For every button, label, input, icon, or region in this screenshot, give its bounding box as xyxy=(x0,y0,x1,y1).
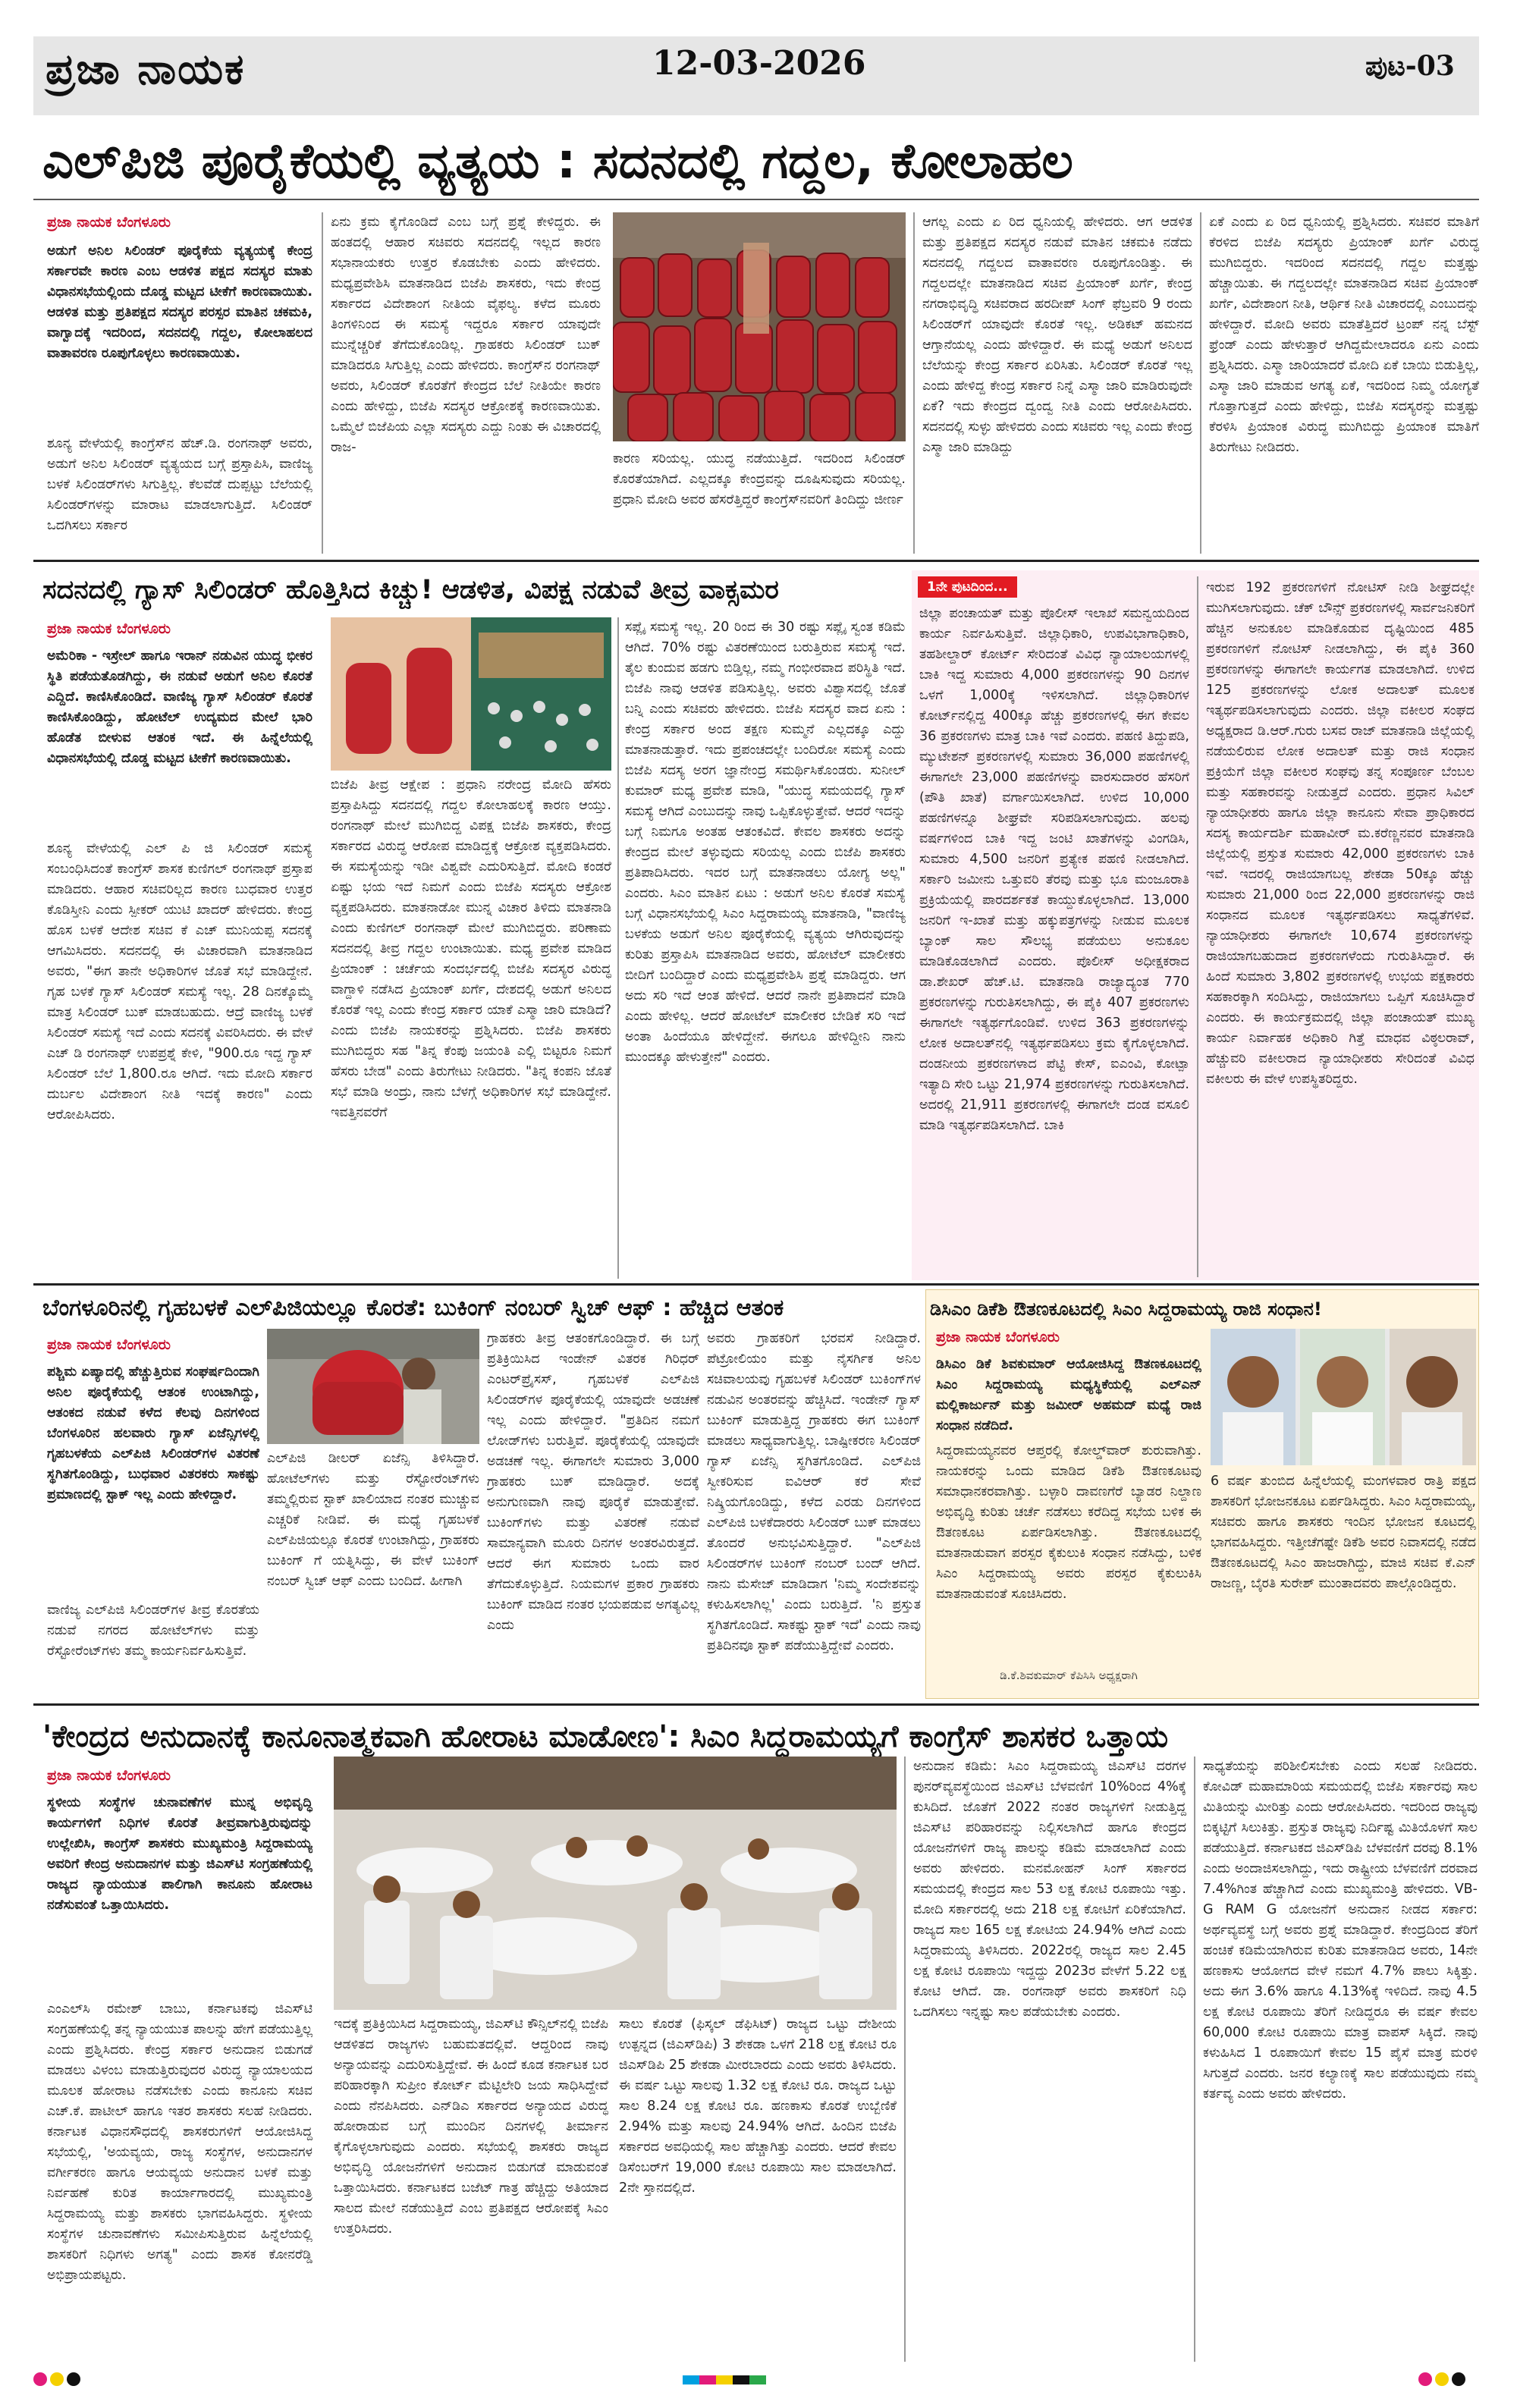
column-divider xyxy=(617,617,619,1279)
story4-byline: ಪ್ರಜಾ ನಾಯಕ ಬೆಂಗಳೂರು xyxy=(936,1329,1060,1345)
story4-quote: ಡಿ.ಕೆ.ಶಿವಕುಮಾರ್ ಕೆಪಿಸಿಸಿ ಅಧ್ಯಕ್ಷರಾಗಿ xyxy=(1000,1669,1138,1682)
story5-photo-meeting xyxy=(334,1757,897,2010)
column-divider xyxy=(322,212,323,554)
story1-col5: ಏಕೆ ಎಂದು ಏ ರಿದ ಧ್ವನಿಯಲ್ಲಿ ಪ್ರಶ್ನಿಸಿದರು. ಸಚಿವರ ಮಾತಿಗೆ ಕೆರಳಿದ ಬಿಜೆಪಿ ಸದಸ್ಯರು ಪ್ರಿಯಾಂಕ್ ಖರ್ಗೆ ವಿರುದ್ಧ ಮುಗಿಬಿದ್ದರು. ಇದರಿಂದ ಸದನದಲ್ಲಿ ಗದ್ದಲ ಮತ್ತಷ್ಟು ಹೆಚ್ಚಾಯಿತು. ಈ ಗದ್ದಲದಲ್ಲೇ ಮಾತನಾಡಿದ ಸಚಿವ ಪ್ರಿಯಾಂಕ್ ಖರ್ಗೆ, ವಿದೇಶಾಂಗ ನೀತಿ, ಆರ್ಥಿಕ ನೀತಿ ವಿಚಾರದಲ್ಲಿ ಎಂಬುದನ್ನು ಹೇಳಿದ್ದಾರೆ. ಮೋದಿ ಅವರು ಮಾತೆತ್ತಿದರೆ ಟ್ರಂಪ್ ನನ್ನ ಬೆಸ್ಟ್ ಫ್ರೆಂಡ್ ಎಂದು ಹೇಳುತ್ತಾರೆ ಆಗಿದ್ದಮೇಲಾದರೂ ಏನು ಎಂದು ಪ್ರಶ್ನಿಸಿದರು. ಎಸ್ಮಾ ಜಾರಿಯಾದರೆ ಮೋದಿ ಏಕೆ ಬಾಯಿ ಬಿಡುತ್ತಿಲ್ಲ, ಎಸ್ಮಾ ಜಾರಿ ಮಾಡುವ ಅಗತ್ಯ ಏಕೆ, ಇದರಿಂದ ನಿಮ್ಮ ಯೋಗ್ಯತೆ ಗೊತ್ತಾಗುತ್ತದೆ ಎಂದು ಹೇಳಿದ್ದು, ಬಿಜೆಪಿ ಸದಸ್ಯರನ್ನು ಮತ್ತಷ್ಟು ಕೆರಳಿಸಿ ಪ್ರಿಯಾಂಕ ವಿರುದ್ಧ ಮುಗಿಬಿದ್ದು ಪ್ರಿಯಾಂಕ ಮಾತಿಗೆ ತಿರುಗೇಟು ನೀಡಿದರು. xyxy=(1209,215,1479,455)
story1-col3: ಕಾರಣ ಸರಿಯಲ್ಲ. ಯುದ್ಧ ನಡೆಯುತ್ತಿದೆ. ಇದರಿಂದ ಸಿಲಿಂಡರ್ ಕೊರತೆಯಾಗಿದೆ. ಎಲ್ಲದಕ್ಕೂ ಕೇಂದ್ರವನ್ನು ದೂಷಿಸುವುದು ಸರಿಯಲ್ಲ. ಪ್ರಧಾನಿ ಮೋದಿ ಅವರ ಹೆಸರೆತ್ತಿದ್ದರೆ ಕಾಂಗ್ರೆಸ್‌ನವರಿಗೆ ತಿಂದಿದ್ದು ಜೀರ್ಣ xyxy=(613,451,906,507)
column-divider xyxy=(904,1757,906,2362)
story5-col2: ಇದಕ್ಕೆ ಪ್ರತಿಕ್ರಿಯಿಸಿದ ಸಿದ್ದರಾಮಯ್ಯ, ಜಿಎಸ್‌ಟಿ ಕೌನ್ಸಿಲ್‌ನಲ್ಲಿ ಬಿಜೆಪಿ ಆಡಳಿತದ ರಾಜ್ಯಗಳು ಬಹುಮತದಲ್ಲಿವೆ. ಆದ್ದರಿಂದ ನಾವು ಅನ್ಯಾಯವನ್ನು ಎದುರಿಸುತ್ತಿದ್ದೇವೆ. ಈ ಹಿಂದೆ ಕೂಡ ಕರ್ನಾಟಕ ಬರ ಪರಿಹಾರಕ್ಕಾಗಿ ಸುಪ್ರೀಂ ಕೋರ್ಟ್ ಮೆಟ್ಟಿಲೇರಿ ಜಯ ಸಾಧಿಸಿದ್ದೇವೆ ಎಂದು ನೆನಪಿಸಿದರು. ಎನ್‌ಡಿಎ ಸರ್ಕಾರದ ಅನ್ಯಾಯದ ವಿರುದ್ಧ ಹೋರಾಡುವ ಬಗ್ಗೆ ಮುಂದಿನ ದಿನಗಳಲ್ಲಿ ತೀರ್ಮಾನ ಕೈಗೊಳ್ಳಲಾಗುವುದು ಎಂದರು. ಸಭೆಯಲ್ಲಿ ಶಾಸಕರು ರಾಜ್ಯದ ಅಭಿವೃದ್ಧಿ ಯೋಜನೆಗಳಿಗೆ ಅನುದಾನ ಬಿಡುಗಡೆ ಮಾಡುವಂತೆ ಒತ್ತಾಯಿಸಿದರು. ಕರ್ನಾಟಕದ ಬಜೆಟ್ ಗಾತ್ರ ಹೆಚ್ಚಿದ್ದು ಅತಿಯಾದ ಸಾಲದ ಮೇಲೆ ನಡೆಯುತ್ತಿದೆ ಎಂಬ ಪ್ರತಿಪಕ್ಷದ ಆರೋಪಕ್ಕೆ ಸಿಎಂ ಉತ್ತರಿಸಿದರು. xyxy=(334,2017,608,2237)
continued-col1: ಜಿಲ್ಲಾ ಪಂಚಾಯತ್ ಮತ್ತು ಪೊಲೀಸ್ ಇಲಾಖೆ ಸಮನ್ವಯದಿಂದ ಕಾರ್ಯ ನಿರ್ವಹಿಸುತ್ತಿವೆ. ಜಿಲ್ಲಾಧಿಕಾರಿ, ಉಪವಿಭಾಗಾಧಿಕಾರಿ, ತಹಶೀಲ್ದಾರ್ ಕೋರ್ಟ್ ಸೇರಿದಂತೆ ವಿವಿಧ ನ್ಯಾಯಾಲಯಗಳಲ್ಲಿ ಬಾಕಿ ಇದ್ದ ಸುಮಾರು 4,000 ಪ್ರಕರಣಗಳನ್ನು 90 ದಿನಗಳ ಒಳಗೆ 1,000ಕ್ಕೆ ಇಳಿಸಲಾಗಿದೆ. ಜಿಲ್ಲಾಧಿಕಾರಿಗಳ ಕೋರ್ಟ್‌ನಲ್ಲಿದ್ದ 400ಕ್ಕೂ ಹೆಚ್ಚು ಪ್ರಕರಣಗಳಲ್ಲಿ ಈಗ ಕೇವಲ 36 ಪ್ರಕರಣಗಳು ಮಾತ್ರ ಬಾಕಿ ಇವೆ ಎಂದರು. ಪಹಣಿ ತಿದ್ದುಪಡಿ, ಮ್ಯುಟೇಶನ್ ಪ್ರಕರಣಗಳಲ್ಲಿ ಸುಮಾರು 36,000 ಪಹಣಿಗಳಲ್ಲಿ ಈಗಾಗಲೇ 23,000 ಪಹಣಿಗಳನ್ನು ವಾರಸುದಾರರ ಹೆಸರಿಗೆ (ಪೌತಿ ಖಾತೆ) ವರ್ಗಾಯಿಸಲಾಗಿದೆ. ಉಳಿದ 10,000 ಪಹಣಿಗಳನ್ನೂ ಶೀಘ್ರವೇ ಸರಿಪಡಿಸಲಾಗುವುದು. ಹಲವು ವರ್ಷಗಳಿಂದ ಬಾಕಿ ಇದ್ದ ಜಂಟಿ ಖಾತೆಗಳನ್ನು ವಿಂಗಡಿಸಿ, ಸುಮಾರು 4,500 ಜನರಿಗೆ ಪ್ರತ್ಯೇಕ ಪಹಣಿ ನೀಡಲಾಗಿದೆ. ಸರ್ಕಾರಿ ಜಮೀನು ಒತ್ತುವರಿ ತೆರವು ಮತ್ತು ಭೂ ಮಂಜೂರಾತಿ ಪ್ರಕ್ರಿಯೆಯಲ್ಲಿ ಪಾರದರ್ಶಕತೆ ಕಾಯ್ದುಕೊಳ್ಳಲಾಗಿದೆ. 13,000 ಜನರಿಗೆ ಇ-ಖಾತೆ ಮತ್ತು ಹಕ್ಕುಪತ್ರಗಳನ್ನು ನೀಡುವ ಮೂಲಕ ಬ್ಯಾಂಕ್ ಸಾಲ ಸೌಲಭ್ಯ ಪಡೆಯಲು ಅನುಕೂಲ ಮಾಡಿಕೊಡಲಾಗಿದೆ ಎಂದರು. ಪೊಲೀಸ್ ಅಧೀಕ್ಷಕರಾದ ಡಾ.ಶೇಖರ್ ಹೆಚ್.ಟಿ. ಮಾತನಾಡಿ ರಾಜ್ಯಾದ್ಯಂತ 770 ಪ್ರಕರಣಗಳನ್ನು ಗುರುತಿಸಲಾಗಿದ್ದು, ಈ ಪೈಕಿ 407 ಪ್ರಕರಣಗಳು ಈಗಾಗಲೇ ಇತ್ಯರ್ಥಗೊಂಡಿವೆ. ಉಳಿದ 363 ಪ್ರಕರಣಗಳನ್ನು ಲೋಕ ಅದಾಲತ್‌ನಲ್ಲಿ ಇತ್ಯರ್ಥಪಡಿಸಲು ಕ್ರಮ ಕೈಗೊಳ್ಳಲಾಗಿದೆ. ದಂಡನೀಯ ಪ್ರಕರಣಗಳಾದ ಪೆಟ್ಟಿ ಕೇಸ್, ಐಎಂವಿ, ಕೋಟ್ಪಾ ಇತ್ಯಾದಿ ಸೇರಿ ಒಟ್ಟು 21,974 ಪ್ರಕರಣಗಳನ್ನು ಗುರುತಿಸಲಾಗಿದೆ. ಅದರಲ್ಲಿ 21,911 ಪ್ರಕರಣಗಳಲ್ಲಿ ಈಗಾಗಲೇ ದಂಡ ವಸೂಲಿ ಮಾಡಿ ಇತ್ಯರ್ಥಪಡಿಸಲಾಗಿದೆ. ಬಾಕಿ xyxy=(919,606,1189,1133)
story5-col5: ಸಾಧ್ಯತೆಯನ್ನು ಪರಿಶೀಲಿಸಬೇಕು ಎಂದು ಸಲಹೆ ನೀಡಿದರು. ಕೋವಿಡ್ ಮಹಾಮಾರಿಯ ಸಮಯದಲ್ಲಿ ಬಿಜೆಪಿ ಸರ್ಕಾರವು ಸಾಲ ಮಿತಿಯನ್ನು ಮೀರಿತ್ತು ಎಂದು ಆರೋಪಿಸಿದರು. ಇದರಿಂದ ರಾಜ್ಯವು ಬಿಕ್ಕಟ್ಟಿಗೆ ಸಿಲುಕಿತ್ತು. ಪ್ರಸ್ತುತ ರಾಜ್ಯವು ನಿರ್ದಿಷ್ಟ ಮಿತಿಯೊಳಗೆ ಸಾಲ ಪಡೆಯುತ್ತಿದೆ. ಕರ್ನಾಟಕದ ಜಿಎಸ್‌ಡಿಪಿ ಬೆಳವಣಿಗೆ ದರವು 8.1% ಎಂದು ಅಂದಾಜಿಸಲಾಗಿದ್ದು, ಇದು ರಾಷ್ಟ್ರೀಯ ಬೆಳವಣಿಗೆ ದರವಾದ 7.4%ಗಿಂತ ಹೆಚ್ಚಾಗಿದೆ ಎಂದು ಮುಖ್ಯಮಂತ್ರಿ ಹೇಳಿದರು. VB-G RAM G ಯೋಜನೆಗೆ ಅನುದಾನ ನೀಡದ ಸರ್ಕಾರ: ಅರ್ಥವ್ಯವಸ್ಥೆ ಬಗ್ಗೆ ಅವರು ಪ್ರಶ್ನೆ ಮಾಡಿದ್ದಾರೆ. ಕೇಂದ್ರದಿಂದ ತೆರಿಗೆ ಹಂಚಿಕೆ ಕಡಿಮೆಯಾಗಿರುವ ಕುರಿತು ಮಾತನಾಡಿದ ಅವರು, 14ನೇ ಹಣಕಾಸು ಆಯೋಗದ ವೇಳೆ ನಮಗೆ 4.7% ಪಾಲು ಸಿಕ್ಕಿತ್ತು. ಅದು ಈಗ 3.6% ಹಾಗೂ 4.13%ಕ್ಕೆ ಇಳಿದಿದೆ. ನಾವು 4.5 ಲಕ್ಷ ಕೋಟಿ ರೂಪಾಯಿ ತೆರಿಗೆ ನೀಡಿದ್ದರೂ ಈ ವರ್ಷ ಕೇವಲ 60,000 ಕೋಟಿ ರೂಪಾಯಿ ಮಾತ್ರ ವಾಪಸ್ ಸಿಕ್ಕಿದೆ. ನಾವು ಕಳುಹಿಸಿದ 1 ರೂಪಾಯಿಗೆ ಕೇವಲ 15 ಪೈಸೆ ಮಾತ್ರ ಮರಳಿ ಸಿಗುತ್ತದೆ ಎಂದರು. ಜನರ ಕಲ್ಯಾಣಕ್ಕೆ ಸಾಲ ಪಡೆಯುವುದು ನಮ್ಮ ಕರ್ತವ್ಯ ಎಂದು ಅವರು ಹೇಳಿದರು. xyxy=(1203,1759,1478,2102)
story4-lead: ಡಿಸಿಎಂ ಡಿಕೆ ಶಿವಕುಮಾರ್ ಆಯೋಜಿಸಿದ್ದ ಔತಣಕೂಟದಲ್ಲಿ ಸಿಎಂ ಸಿದ್ದರಾಮಯ್ಯ ಮಧ್ಯಸ್ಥಿಕೆಯಲ್ಲಿ ಎಲ್‌ಎನ್ ಮಲ್ಲಿಕಾರ್ಜುನ್ ಮತ್ತು ಜಮೀರ್ ಅಹಮದ್ ಮಧ್ಯೆ ರಾಜಿ ಸಂಧಾನ ನಡೆದಿದೆ. xyxy=(936,1357,1201,1433)
story1-byline: ಪ್ರಜಾ ನಾಯಕ ಬೆಂಗಳೂರು xyxy=(47,214,171,231)
section-rule xyxy=(33,1283,1479,1286)
story5-col1: ಎಂಎಲ್‌ಸಿ ರಮೇಶ್ ಬಾಬು, ಕರ್ನಾಟಕವು ಜಿಎಸ್‌ಟಿ ಸಂಗ್ರಹಣೆಯಲ್ಲಿ ತನ್ನ ನ್ಯಾಯಯುತ ಪಾಲನ್ನು ಹೇಗೆ ಪಡೆಯುತ್ತಿಲ್ಲ ಎಂದು ಪ್ರಶ್ನಿಸಿದರು. ಕೇಂದ್ರ ಸರ್ಕಾರ ಅನುದಾನ ಬಿಡುಗಡೆ ಮಾಡಲು ವಿಳಂಬ ಮಾಡುತ್ತಿರುವುದರ ವಿರುದ್ಧ ನ್ಯಾಯಾಲಯದ ಮೂಲಕ ಹೋರಾಟ ನಡೆಸಬೇಕು ಎಂದು ಕಾನೂನು ಸಚಿವ ಎಚ್.ಕೆ. ಪಾಟೀಲ್ ಹಾಗೂ ಇತರ ಶಾಸಕರು ಸಲಹೆ ನೀಡಿದರು. ಕರ್ನಾಟಕ ವಿಧಾನಸೌಧದಲ್ಲಿ ಶಾಸಕರುಗಳಿಗೆ ಆಯೋಜಿಸಿದ್ದ ಸಭೆಯಲ್ಲಿ, 'ಅಯವ್ಯಯ, ರಾಜ್ಯ ಸಂಸ್ಥೆಗಳ, ಅನುದಾನಗಳ ವರ್ಗೀಕರಣ ಹಾಗೂ ಆಯವ್ಯಯ ಅನುದಾನ ಬಳಕೆ ಮತ್ತು ನಿರ್ವಹಣೆ ಕುರಿತ ಕಾರ್ಯಾಗಾರದಲ್ಲಿ ಮುಖ್ಯಮಂತ್ರಿ ಸಿದ್ದರಾಮಯ್ಯ ಮತ್ತು ಶಾಸಕರು ಭಾಗವಹಿಸಿದ್ದರು. ಸ್ಥಳೀಯ ಸಂಸ್ಥೆಗಳ ಚುನಾವಣೆಗಳು ಸಮೀಪಿಸುತ್ತಿರುವ ಹಿನ್ನೆಲೆಯಲ್ಲಿ ಶಾಸಕರಿಗೆ ನಿಧಿಗಳು ಅಗತ್ಯ" ಎಂದು ಶಾಸಕ ಕೋನರೆಡ್ಡಿ ಅಭಿಪ್ರಾಯಪಟ್ಟರು. xyxy=(47,2001,313,2283)
story4-photo-leaders xyxy=(1211,1329,1476,1465)
story5-lead: ಸ್ಥಳೀಯ ಸಂಸ್ಥೆಗಳ ಚುನಾವಣೆಗಳ ಮುನ್ನ ಅಭಿವೃದ್ಧಿ ಕಾರ್ಯಗಳಿಗೆ ನಿಧಿಗಳ ಕೊರತೆ ತೀವ್ರವಾಗುತ್ತಿರುವುದನ್ನು ಉಲ್ಲೇಖಿಸಿ, ಕಾಂಗ್ರೆಸ್ ಶಾಸಕರು ಮುಖ್ಯಮಂತ್ರಿ ಸಿದ್ದರಾಮಯ್ಯ ಅವರಿಗೆ ಕೇಂದ್ರ ಅನುದಾನಗಳ ಮತ್ತು ಜಿಎಸ್‌ಟಿ ಸಂಗ್ರಹಣೆಯಲ್ಲಿ ರಾಜ್ಯದ ನ್ಯಾಯಯುತ ಪಾಲಿಗಾಗಿ ಕಾನೂನು ಹೋರಾಟ ನಡೆಸುವಂತೆ ಒತ್ತಾಯಿಸಿದರು. xyxy=(47,1795,313,1913)
story5-col4: ಅನುದಾನ ಕಡಿಮೆ: ಸಿಎಂ ಸಿದ್ದರಾಮಯ್ಯ ಜಿಎಸ್‌ಟಿ ದರಗಳ ಪುನರ್‌ವ್ಯವಸ್ಥೆಯಿಂದ ಜಿಎಸ್‌ಟಿ ಬೆಳವಣಿಗೆ 10%ರಿಂದ 4%ಕ್ಕೆ ಕುಸಿದಿದೆ. ಜೊತೆಗೆ 2022 ನಂತರ ರಾಜ್ಯಗಳಿಗೆ ನೀಡುತ್ತಿದ್ದ ಜಿಎಸ್‌ಟಿ ಪರಿಹಾರವನ್ನು ನಿಲ್ಲಿಸಲಾಗಿದೆ ಹಾಗೂ ಕೇಂದ್ರದ ಯೋಜನೆಗಳಿಗೆ ರಾಜ್ಯ ಪಾಲನ್ನು ಕಡಿಮೆ ಮಾಡಲಾಗಿದೆ ಎಂದು ಅವರು ಹೇಳಿದರು. ಮನಮೋಹನ್ ಸಿಂಗ್ ಸರ್ಕಾರದ ಸಮಯದಲ್ಲಿ ಕೇಂದ್ರದ ಸಾಲ 53 ಲಕ್ಷ ಕೋಟಿ ರೂಪಾಯಿ ಇತ್ತು. ಮೋದಿ ಸರ್ಕಾರದಲ್ಲಿ ಅದು 218 ಲಕ್ಷ ಕೋಟಿಗೆ ಏರಿಕೆಯಾಗಿದೆ. ರಾಜ್ಯದ ಸಾಲ 165 ಲಕ್ಷ ಕೋಟಿಯ 24.94% ಆಗಿದೆ ಎಂದು ಸಿದ್ದರಾಮಯ್ಯ ತಿಳಿಸಿದರು. 2022ರಲ್ಲಿ ರಾಜ್ಯದ ಸಾಲ 2.45 ಲಕ್ಷ ಕೋಟಿ ರೂಪಾಯಿ ಇದ್ದದ್ದು 2023ರ ವೇಳೆಗೆ 5.22 ಲಕ್ಷ ಕೋಟಿ ಆಗಿದೆ. ಡಾ. ರಂಗನಾಥ್ ಅವರು ಶಾಸಕರಿಗೆ ನಿಧಿ ಒದಗಿಸಲು ಇನ್ನಷ್ಟು ಸಾಲ ಪಡೆಯಬೇಕು ಎಂದರು. xyxy=(913,1759,1186,2020)
story2-lead: ಅಮೆರಿಕಾ - ಇಸ್ರೇಲ್ ಹಾಗೂ ಇರಾನ್ ನಡುವಿನ ಯುದ್ಧ ಭೀಕರ ಸ್ಥಿತಿ ಪಡೆಯತೊಡಗಿದ್ದು, ಈ ನಡುವೆ ಅಡುಗೆ ಅನಿಲ ಕೊರತೆ ಎದ್ದಿದೆ. ಕಾಣಿಸಿಕೊಂಡಿದೆ. ವಾಣಿಜ್ಯ ಗ್ಯಾಸ್ ಸಿಲಿಂಡರ್ ಕೊರತೆ ಕಾಣಿಸಿಕೊಂಡಿದ್ದು, ಹೋಟೆಲ್ ಉದ್ಯಮದ ಮೇಲೆ ಭಾರಿ ಹೊಡೆತ ಬೀಳುವ ಆತಂಕ ಇದೆ. ಈ ಹಿನ್ನೆಲೆಯಲ್ಲಿ ವಿಧಾನಸಭೆಯಲ್ಲಿ ದೊಡ್ಡ ಮಟ್ಟದ ಟೀಕೆಗೆ ಕಾರಣವಾಯಿತು. xyxy=(47,648,313,766)
story1-photo-lpg-cylinders xyxy=(613,212,906,441)
registration-dots-left xyxy=(33,2372,83,2389)
section-rule xyxy=(33,560,1479,562)
story5-headline: 'ಕೇಂದ್ರದ ಅನುದಾನಕ್ಕೆ ಕಾನೂನಾತ್ಮಕವಾಗಿ ಹೋರಾಟ ಮಾಡೋಣ': ಸಿಎಂ ಸಿದ್ದರಾಮಯ್ಯಗೆ ಕಾಂಗ್ರೆಸ್ ಶಾಸಕರ ಒತ್ತಾಯ xyxy=(42,1719,1169,1754)
color-registration-bar xyxy=(683,2375,766,2384)
section-rule xyxy=(33,1703,1479,1706)
story3-photo-cylinder-man xyxy=(267,1329,479,1444)
story3-lead: ಪಶ್ಚಿಮ ಏಷ್ಯಾದಲ್ಲಿ ಹೆಚ್ಚುತ್ತಿರುವ ಸಂಘರ್ಷದಿಂದಾಗಿ ಅನಿಲ ಪೂರೈಕೆಯಲ್ಲಿ ಆತಂಕ ಉಂಟಾಗಿದ್ದು, ಆತಂಕದ ನಡುವೆ ಕಳೆದ ಕೆಲವು ದಿನಗಳಿಂದ ಬೆಂಗಳೂರಿನ ಹಲವಾರು ಗ್ಯಾಸ್ ಏಜೆನ್ಸಿಗಳಲ್ಲಿ ಗೃಹಬಳಕೆಯ ಎಲ್‌ಪಿಜಿ ಸಿಲಿಂಡರ್‌ಗಳ ವಿತರಣೆ ಸ್ಥಗಿತಗೊಂಡಿದ್ದು, ಬುಧವಾರ ವಿತರಕರು ಸಾಕಷ್ಟು ಪ್ರಮಾಣದಲ್ಲಿ ಸ್ಟಾಕ್ ಇಲ್ಲ ಎಂದು ಹೇಳಿದ್ದಾರೆ. xyxy=(47,1364,259,1502)
story2-photo-assembly xyxy=(331,617,611,771)
story3-col2: ಗ್ರಾಹಕರು ತೀವ್ರ ಆತಂಕಗೊಂಡಿದ್ದಾರೆ. ಈ ಬಗ್ಗೆ ಪ್ರತಿಕ್ರಿಯಿಸಿದ ಇಂಡೇನ್ ವಿತರಕ ಗಿರಿಧರ್ ಎಂಟರ್‌ಪ್ರೈಸಸ್, ಗೃಹಬಳಕೆ ಎಲ್‌ಪಿಜಿ ಸಿಲಿಂಡರ್‌ಗಳ ಪೂರೈಕೆಯಲ್ಲಿ ಯಾವುದೇ ಅಡಚಣೆ ಇಲ್ಲ ಎಂದು ಹೇಳಿದ್ದಾರೆ. "ಪ್ರತಿದಿನ ನಮಗೆ ಲೋಡ್‌ಗಳು ಬರುತ್ತಿವೆ. ಪೂರೈಕೆಯಲ್ಲಿ ಯಾವುದೇ ಅಡಚಣೆ ಇಲ್ಲ. ಈಗಾಗಲೇ ಸುಮಾರು 3,000 ಗ್ರಾಹಕರು ಬುಕ್ ಮಾಡಿದ್ದಾರೆ. ಅದಕ್ಕೆ ಅನುಗುಣವಾಗಿ ನಾವು ಪೂರೈಕೆ ಮಾಡುತ್ತೇವೆ. ಬುಕಿಂಗ್‌ಗಳು ಮತ್ತು ವಿತರಣೆ ನಡುವೆ ಸಾಮಾನ್ಯವಾಗಿ ಮೂರು ದಿನಗಳ ಅಂತರವಿರುತ್ತದೆ. ಆದರೆ ಈಗ ಸುಮಾರು ಒಂದು ವಾರ ತೆಗೆದುಕೊಳ್ಳುತ್ತಿದೆ. ನಿಯಮಗಳ ಪ್ರಕಾರ ಗ್ರಾಹಕರು ಬುಕಿಂಗ್ ಮಾಡಿದ ನಂತರ ಭಯಪಡುವ ಅಗತ್ಯವಿಲ್ಲ ಎಂದು xyxy=(487,1331,699,1633)
story1-headline: ಎಲ್‌ಪಿಜಿ ಪೂರೈಕೆಯಲ್ಲಿ ವ್ಯತ್ಯಯ : ಸದನದಲ್ಲಿ ಗದ್ದಲ, ಕೋಲಾಹಲ xyxy=(42,133,1073,190)
column-divider xyxy=(913,212,915,554)
story3-col3: ಅವರು ಗ್ರಾಹಕರಿಗೆ ಭರವಸೆ ನೀಡಿದ್ದಾರೆ. ಪೆಟ್ರೋಲಿಯಂ ಮತ್ತು ನೈಸರ್ಗಿಕ ಅನಿಲ ಸಚಿವಾಲಯವು ಗೃಹಬಳಕೆ ಸಿಲಿಂಡರ್ ಬುಕಿಂಗ್‌ಗಳ ನಡುವಿನ ಅಂತರವನ್ನು ಹೆಚ್ಚಿಸಿದೆ. ಇಂಡೇನ್ ಗ್ಯಾಸ್ ಬುಕಿಂಗ್ ಮಾಡುತ್ತಿದ್ದ ಗ್ರಾಹಕರು ಈಗ ಬುಕಿಂಗ್ ಮಾಡಲು ಸಾಧ್ಯವಾಗುತ್ತಿಲ್ಲ. ಬಾಷ್ಪೀಕರಣ ಸಿಲಿಂಡರ್ ಗ್ಯಾಸ್ ಏಜೆನ್ಸಿ ಸ್ಥಗಿತಗೊಂಡಿದೆ. ಎಲ್‌ಪಿಜಿ ಸ್ವೀಕರಿಸುವ ಐವಿಆರ್ ಕರೆ ಸೇವೆ ನಿಷ್ಕ್ರಿಯಗೊಂಡಿದ್ದು, ಕಳೆದ ಎರಡು ದಿನಗಳಿಂದ ಎಲ್‌ಪಿಜಿ ಬಳಕೆದಾರರು ಸಿಲಿಂಡರ್ ಬುಕ್ ಮಾಡಲು ತೊಂದರೆ ಅನುಭವಿಸುತ್ತಿದ್ದಾರೆ. "ಎಲ್‌ಪಿಜಿ ಸಿಲಿಂಡರ್‌ಗಳ ಬುಕಿಂಗ್ ನಂಬರ್ ಬಂದ್ ಆಗಿದೆ. ನಾನು ಮೆಸೇಜ್ ಮಾಡಿದಾಗ 'ನಿಮ್ಮ ಸಂದೇಶವನ್ನು ಕಳುಹಿಸಲಾಗಿಲ್ಲ' ಎಂದು ಬರುತ್ತಿದೆ. 'ನಿ ಪ್ರಸ್ತುತ ಸ್ಥಗಿತಗೊಂಡಿದೆ. ಸಾಕಷ್ಟು ಸ್ಟಾಕ್ ಇದೆ' ಎಂದು ನಾವು ಪ್ರತಿದಿನವೂ ಸ್ಟಾಕ್ ಪಡೆಯುತ್ತಿದ್ದೇವೆ ಎಂದರು. xyxy=(707,1331,921,1653)
story3-col1-rest: ವಾಣಿಜ್ಯ ಎಲ್‌ಪಿಜಿ ಸಿಲಿಂಡರ್‌ಗಳ ತೀವ್ರ ಕೊರತೆಯ ನಡುವೆ ನಗರದ ಹೋಟೆಲ್‌ಗಳು ಮತ್ತು ರೆಸ್ಟೋರೆಂಟ್‌ಗಳು ತಮ್ಮ ಕಾರ್ಯನಿರ್ವಹಿಸುತ್ತಿವೆ. xyxy=(47,1603,259,1659)
continued-col2: ಇರುವ 192 ಪ್ರಕರಣಗಳಿಗೆ ನೋಟಿಸ್ ನೀಡಿ ಶೀಘ್ರದಲ್ಲೇ ಮುಗಿಸಲಾಗುವುದು. ಚೆಕ್ ಬೌನ್ಸ್ ಪ್ರಕರಣಗಳಲ್ಲಿ ಸಾರ್ವಜನಿಕರಿಗೆ ಹೆಚ್ಚಿನ ಅನುಕೂಲ ಮಾಡಿಕೊಡುವ ದೃಷ್ಟಿಯಿಂದ 485 ಪ್ರಕರಣಗಳಿಗೆ ನೋಟಿಸ್ ನೀಡಲಾಗಿದ್ದು, ಈ ಪೈಕಿ 360 ಪ್ರಕರಣಗಳನ್ನು ಈಗಾಗಲೇ ಕಾರ್ಯಗತ ಮಾಡಲಾಗಿದೆ. ಉಳಿದ 125 ಪ್ರಕರಣಗಳನ್ನು ಲೋಕ ಅದಾಲತ್ ಮೂಲಕ ಇತ್ಯರ್ಥಪಡಿಸಲಾಗುವುದು ಎಂದರು. ಜಿಲ್ಲಾ ವಕೀಲರ ಸಂಘದ ಅಧ್ಯಕ್ಷರಾದ ಡಿ.ಆರ್.ಗುರು ಬಸವ ರಾಜ್ ಮಾತನಾಡಿ ಜಿಲ್ಲೆಯಲ್ಲಿ ನಡೆಯಲಿರುವ ಲೋಕ ಅದಾಲತ್ ಮತ್ತು ರಾಜಿ ಸಂಧಾನ ಪ್ರಕ್ರಿಯೆಗೆ ಜಿಲ್ಲಾ ವಕೀಲರ ಸಂಘವು ತನ್ನ ಸಂಪೂರ್ಣ ಬೆಂಬಲ ಮತ್ತು ಸಹಕಾರವನ್ನು ನೀಡುತ್ತದೆ ಎಂದರು. ಪ್ರಧಾನ ಸಿವಿಲ್ ನ್ಯಾಯಾಧೀಶರು ಹಾಗೂ ಜಿಲ್ಲಾ ಕಾನೂನು ಸೇವಾ ಪ್ರಾಧಿಕಾರದ ಸದಸ್ಯ ಕಾರ್ಯದರ್ಶಿ ಮಹಾವೀರ್ ಮ.ಕರೆಣ್ಣನವರ ಮಾತನಾಡಿ ಜಿಲ್ಲೆಯಲ್ಲಿ ಪ್ರಸ್ತುತ ಸುಮಾರು 42,000 ಪ್ರಕರಣಗಳು ಬಾಕಿ ಇವೆ. ಇದರಲ್ಲಿ ರಾಜಿಯಾಗಬಲ್ಲ ಶೇಕಡಾ 50ಕ್ಕೂ ಹೆಚ್ಚು ಸುಮಾರು 21,000 ರಿಂದ 22,000 ಪ್ರಕರಣಗಳನ್ನು ರಾಜಿ ಸಂಧಾನದ ಮೂಲಕ ಇತ್ಯರ್ಥಪಡಿಸಲು ಸಾಧ್ಯತೆಗಳಿವೆ. ನ್ಯಾಯಾಧೀಶರು ಈಗಾಗಲೇ 10,674 ಪ್ರಕರಣಗಳನ್ನು ರಾಜಿಯಾಗಬಹುದಾದ ಪ್ರಕರಣಗಳೆಂದು ಗುರುತಿಸಿದ್ದಾರೆ. ಈ ಹಿಂದೆ ಸುಮಾರು 3,802 ಪ್ರಕರಣಗಳಲ್ಲಿ ಉಭಯ ಪಕ್ಷಕಾರರು ಸಹಕಾರಕ್ಕಾಗಿ ಸಂದಿಸಿದ್ದು, ರಾಜಿಯಾಗಲು ಒಪ್ಪಿಗೆ ಸೂಚಿಸಿದ್ದಾರೆ ಎಂದರು. ಈ ಕಾರ್ಯಕ್ರಮದಲ್ಲಿ ಜಿಲ್ಲಾ ಪಂಚಾಯತ್ ಮುಖ್ಯ ಕಾರ್ಯ ನಿರ್ವಾಹಕ ಅಧಿಕಾರಿ ಗಿತ್ತೆ ಮಾಧವ ವಿಠ್ಠಲರಾವ್, ಹೆಚ್ಚುವರಿ ವಕೀಲರಾದ ನ್ಯಾಯಾಧೀಶರು ಸೇರಿದಂತೆ ವಿವಿಧ ವಕೀಲರು ಈ ವೇಳೆ ಉಪಸ್ಥಿತರಿದ್ದರು. xyxy=(1206,580,1475,1087)
story1-col4: ಆಗಲ್ಲ ಎಂದು ಏ ರಿದ ಧ್ವನಿಯಲ್ಲಿ ಹೇಳಿದರು. ಆಗ ಆಡಳಿತ ಮತ್ತು ಪ್ರತಿಪಕ್ಷದ ಸದಸ್ಯರ ನಡುವೆ ಮಾತಿನ ಚಕಮಕಿ ನಡೆದು ಸದನದಲ್ಲಿ ಗದ್ದಲದ ವಾತಾವರಣ ರೂಪುಗೊಂಡಿತ್ತು. ಈ ಗದ್ದಲದಲ್ಲೇ ಮಾತನಾಡಿದ ಸಚಿವ ಪ್ರಿಯಾಂಕ್ ಖರ್ಗೆ, ಕೇಂದ್ರ ನಗರಾಭಿವೃದ್ಧಿ ಸಚಿವರಾದ ಹರದೀಪ್ ಸಿಂಗ್ ಫೆಬ್ರವರಿ 9 ರಂದು ಸಿಲಿಂಡರ್‌ಗೆ ಯಾವುದೇ ಕೊರತೆ ಇಲ್ಲ. ಅಡಿಕಟ್ ಹಮನದ ಆಗ್ತಾನೆಯಲ್ಲ ಎಂದು ಹೇಳಿದ್ದಾರೆ. ಈ ಮಧ್ಯೆ ಅಡುಗೆ ಅನಿಲದ ಬೆಲೆಯನ್ನು ಕೇಂದ್ರ ಸರ್ಕಾರ ಏರಿಸಿತು. ಸಿಲಿಂಡರ್ ಕೊರತೆ ಇಲ್ಲ ಎಂದು ಹೇಳಿದ್ದ ಕೇಂದ್ರ ಸರ್ಕಾರ ನಿನ್ನೆ ಎಸ್ಮಾ ಜಾರಿ ಮಾಡಿರುವುದೇ ಏಕೆ? ಇದು ಕೇಂದ್ರದ ದ್ವಂದ್ವ ನೀತಿ ಎಂದು ಆರೋಪಿಸಿದರು. ಸದನದಲ್ಲಿ ಸುಳ್ಳು ಹೇಳಿದರು ಎಂದು ಸಚಿವರು ಇಲ್ಲ ಎಂದು ಕೇಂದ್ರ ಎಸ್ಮಾ ಜಾರಿ ಮಾಡಿದ್ದು xyxy=(922,215,1192,455)
story5-col3: ಸಾಲು ಕೊರತೆ (ಫಿಸ್ಕಲ್ ಡೆಫಿಸಿಟ್) ರಾಜ್ಯದ ಒಟ್ಟು ದೇಶೀಯ ಉತ್ಪನ್ನದ (ಜಿಎಸ್‌ಡಿಪಿ) 3 ಶೇಕಡಾ ಒಳಗೆ 218 ಲಕ್ಷ ಕೋಟಿ ರೂ ಜಿಎಸ್‌ಡಿಪಿ 25 ಶೇಕಡಾ ಮೀರಬಾರದು ಎಂದು ಅವರು ತಿಳಿಸಿದರು. ಈ ವರ್ಷ ಒಟ್ಟು ಸಾಲವು 1.32 ಲಕ್ಷ ಕೋಟಿ ರೂ. ರಾಜ್ಯದ ಒಟ್ಟು ಸಾಲ 8.24 ಲಕ್ಷ ಕೋಟಿ ರೂ. ಹಣಕಾಸು ಕೊರತೆ ಉಬ್ಬೆಣಿಕೆ 2.94% ಮತ್ತು ಸಾಲವು 24.94% ಆಗಿದೆ. ಹಿಂದಿನ ಬಿಜೆಪಿ ಸರ್ಕಾರದ ಅವಧಿಯಲ್ಲಿ ಸಾಲ ಹೆಚ್ಚಾಗಿತ್ತು ಎಂದರು. ಆದರೆ ಕೇವಲ ಡಿಸೆಂಬರ್‌ಗೆ 19,000 ಕೋಟಿ ರೂಪಾಯಿ ಸಾಲ ಮಾಡಲಾಗಿದೆ. 2ನೇ ಸ್ತಾನದಲ್ಲಿದೆ. xyxy=(619,2017,897,2196)
story1-col1: ಶೂನ್ಯ ವೇಳೆಯಲ್ಲಿ ಕಾಂಗ್ರೆಸ್‌ನ ಹೆಚ್.ಡಿ. ರಂಗನಾಥ್ ಅವರು, ಅಡುಗೆ ಅನಿಲ ಸಿಲಿಂಡರ್ ವ್ಯತ್ಯಯದ ಬಗ್ಗೆ ಪ್ರಸ್ತಾಪಿಸಿ, ವಾಣಿಜ್ಯ ಬಳಕೆ ಸಿಲಿಂಡರ್‌ಗಳು ಸಿಗುತ್ತಿಲ್ಲ. ಕೆಲವೆಡೆ ದುಪ್ಪಟ್ಟು ಬೆಲೆಯಲ್ಲಿ ಸಿಲಿಂಡರ್‌ಗಳನ್ನು ಮಾರಾಟ ಮಾಡಲಾಗುತ್ತಿದೆ. ಸಿಲಿಂಡರ್ ಒದಗಿಸಲು ಸರ್ಕಾರ xyxy=(47,436,313,533)
story1-col2: ಏನು ಕ್ರಮ ಕೈಗೊಂಡಿದೆ ಎಂಬ ಬಗ್ಗೆ ಪ್ರಶ್ನೆ ಕೇಳಿದ್ದರು. ಈ ಹಂತದಲ್ಲಿ ಆಹಾರ ಸಚಿವರು ಸದನದಲ್ಲಿ ಇಲ್ಲದ ಕಾರಣ ಸಭಾನಾಯಕರು ಉತ್ತರ ಕೊಡಬೇಕು ಎಂದು ಹೇಳಿದರು. ಮಧ್ಯಪ್ರವೇಶಿಸಿ ಮಾತನಾಡಿದ ಬಿಜೆಪಿ ಶಾಸಕರು, ಇದು ಕೇಂದ್ರ ಸರ್ಕಾರದ ವಿದೇಶಾಂಗ ನೀತಿಯ ವೈಫಲ್ಯ. ಕಳೆದ ಮೂರು ತಿಂಗಳಿನಿಂದ ಈ ಸಮಸ್ಯೆ ಇದ್ದರೂ ಸರ್ಕಾರ ಯಾವುದೇ ಮುನ್ನೆಚ್ಚರಿಕೆ ತೆಗೆದುಕೊಂಡಿಲ್ಲ. ಗ್ರಾಹಕರು ಸಿಲಿಂಡರ್ ಬುಕ್ ಮಾಡಿದರೂ ಸಿಗುತ್ತಿಲ್ಲ ಎಂದು ಹೇಳಿದರು. ಕಾಂಗ್ರೆಸ್‌ನ ರಂಗನಾಥ್ ಅವರು, ಸಿಲಿಂಡರ್ ಕೊರತೆಗೆ ಕೇಂದ್ರದ ಬೆಲೆ ನೀತಿಯೇ ಕಾರಣ ಎಂದು ಹೇಳಿದ್ದು, ಬಿಜೆಪಿ ಸದಸ್ಯರ ಆಕ್ರೋಶಕ್ಕೆ ಕಾರಣವಾಯಿತು. ಒಮ್ಮೆಲೆ ಬಿಜೆಪಿಯ ಎಲ್ಲಾ ಸದಸ್ಯರು ಎದ್ದು ನಿಂತು ಈ ವಿಚಾರದಲ್ಲಿ ರಾಜ- xyxy=(331,215,601,455)
story1-lead: ಅಡುಗೆ ಅನಿಲ ಸಿಲಿಂಡರ್ ಪೂರೈಕೆಯ ವ್ಯತ್ಯಯಕ್ಕೆ ಕೇಂದ್ರ ಸರ್ಕಾರವೇ ಕಾರಣ ಎಂಬ ಆಡಳಿತ ಪಕ್ಷದ ಸದಸ್ಯರ ಮಾತು ವಿಧಾನಸಭೆಯಲ್ಲಿಂದು ದೊಡ್ಡ ಮಟ್ಟದ ಟೀಕೆಗೆ ಕಾರಣವಾಯಿತು. ಆಡಳಿತ ಮತ್ತು ಪ್ರತಿಪಕ್ಷದ ಸದಸ್ಯರ ಪರಸ್ಪರ ಮಾತಿನ ಚಕಮಕಿ, ವಾಗ್ವಾದಕ್ಕೆ ಇದರಿಂದ, ಸದನದಲ್ಲಿ ಗದ್ದಲ, ಕೋಲಾಹಲದ ವಾತಾವರಣ ರೂಪುಗೊಳ್ಳಲು ಕಾರಣವಾಯಿತು. xyxy=(47,243,313,361)
story2-headline: ಸದನದಲ್ಲಿ ಗ್ಯಾಸ್ ಸಿಲಿಂಡರ್ ಹೊತ್ತಿಸಿದ ಕಿಚ್ಚು! ಆಡಳಿತ, ವಿಪಕ್ಷ ನಡುವೆ ತೀವ್ರ ವಾಕ್ಸಮರ xyxy=(42,575,779,605)
story4-col2: 6 ವರ್ಷ ತುಂಬಿದ ಹಿನ್ನೆಲೆಯಲ್ಲಿ ಮಂಗಳವಾರ ರಾತ್ರಿ ಪಕ್ಷದ ಶಾಸಕರಿಗೆ ಭೋಜನಕೂಟ ಏರ್ಪಡಿಸಿದ್ದರು. ಸಿಎಂ ಸಿದ್ದರಾಮಯ್ಯ, ಸಚಿವರು ಹಾಗೂ ಶಾಸಕರು ಇಂದಿನ ಭೋಜನ ಕೂಟದಲ್ಲಿ ಭಾಗವಹಿಸಿದ್ದರು. ಇತ್ತೀಚೆಗಷ್ಟೇ ಡಿಕೆಶಿ ಅವರ ನಿವಾಸದಲ್ಲಿ ನಡೆದ ಔತಣಕೂಟದಲ್ಲಿ ಸಿಎಂ ಹಾಜರಾಗಿದ್ದು, ಮಾಜಿ ಸಚಿವ ಕೆ.ಎನ್ ರಾಜಣ್ಣ, ಬೈರತಿ ಸುರೇಶ್ ಮುಂತಾದವರು ಪಾಲ್ಗೊಂಡಿದ್ದರು. xyxy=(1211,1474,1476,1591)
issue-date: 12-03-2026 xyxy=(652,44,866,83)
story2-byline: ಪ್ರಜಾ ನಾಯಕ ಬೆಂಗಳೂರು xyxy=(47,620,171,637)
story4-headline: ಡಿಸಿಎಂ ಡಿಕೆಶಿ ಔತಣಕೂಟದಲ್ಲಿ ಸಿಎಂ ಸಿದ್ದರಾಮಯ್ಯ ರಾಜಿ ಸಂಧಾನ! xyxy=(930,1298,1322,1320)
column-divider xyxy=(1197,576,1198,1277)
page-number: ಪುಟ-03 xyxy=(1365,50,1455,82)
column-divider xyxy=(1194,1757,1195,2362)
story3-headline: ಬೆಂಗಳೂರಿನಲ್ಲಿ ಗೃಹಬಳಕೆ ಎಲ್‌ಪಿಜಿಯಲ್ಲೂ ಕೊರತೆ: ಬುಕಿಂಗ್ ನಂಬರ್ ಸ್ವಿಚ್ ಆಫ್ : ಹೆಚ್ಚಿದ ಆತಂಕ xyxy=(42,1295,784,1321)
continued-badge: 1ನೇ ಪುಟದಿಂದ... xyxy=(918,576,1017,598)
newspaper-name: ಪ್ರಜಾ ನಾಯಕ xyxy=(46,44,246,94)
story5-byline: ಪ್ರಜಾ ನಾಯಕ ಬೆಂಗಳೂರು xyxy=(47,1767,171,1784)
story4-col1: ಸಿದ್ದರಾಮಯ್ಯನವರ ಆಪ್ತರಲ್ಲಿ ಕೋಲ್ಡ್‌ವಾರ್ ಶುರುವಾಗಿತ್ತು. ನಾಯಕರನ್ನು ಒಂದು ಮಾಡಿದ ಡಿಕೆಶಿ ಔತಣಕೂಟವು ಸಮಾಧಾನಕರವಾಗಿತ್ತು. ಬಳ್ಳಾರಿ ದಾವಣಗೆರೆ ಬ್ಯಾಡರ ನಿಲ್ದಾಣ ಅಭಿವೃದ್ಧಿ ಕುರಿತು ಚರ್ಚೆ ನಡೆಸಲು ಕರೆದಿದ್ದ ಸಭೆಯ ಬಳಿಕ ಈ ಔತಣಕೂಟ ಏರ್ಪಡಿಸಲಾಗಿತ್ತು. ಔತಣಕೂಟದಲ್ಲಿ ಮಾತನಾಡುವಾಗ ಪರಸ್ಪರ ಕೈಕುಲುಕಿ ಸಂಧಾನ ನಡೆಸಿದ್ದು, ಬಳಿಕ ಸಿಎಂ ಸಿದ್ದರಾಮಯ್ಯ ಅವರು ಪರಸ್ಪರ ಕೈಕುಲುಕಿಸಿ ಮಾತನಾಡುವಂತೆ ಸೂಚಿಸಿದರು. xyxy=(936,1443,1201,1602)
story3-byline: ಪ್ರಜಾ ನಾಯಕ ಬೆಂಗಳೂರು xyxy=(47,1336,171,1353)
story3-col1b: ಎಲ್‌ಪಿಜಿ ಡೀಲರ್ ಏಜೆನ್ಸಿ ತಿಳಿಸಿದ್ದಾರೆ. ಹೋಟೆಲ್‌ಗಳು ಮತ್ತು ರೆಸ್ಟೋರೆಂಟ್‌ಗಳು ತಮ್ಮಲ್ಲಿರುವ ಸ್ಟಾಕ್ ಖಾಲಿಯಾದ ನಂತರ ಮುಚ್ಚುವ ಎಚ್ಚರಿಕೆ ನೀಡಿವೆ. ಈ ಮಧ್ಯೆ ಗೃಹಬಳಕೆ ಎಲ್‌ಪಿಜಿಯಲ್ಲೂ ಕೊರತೆ ಉಂಟಾಗಿದ್ದು, ಗ್ರಾಹಕರು ಬುಕಿಂಗ್ ಗೆ ಯತ್ನಿಸಿದ್ದು, ಈ ವೇಳೆ ಬುಕಿಂಗ್ ನಂಬರ್ ಸ್ವಿಚ್ ಆಫ್ ಎಂದು ಬಂದಿದೆ. ಹೀಗಾಗಿ xyxy=(267,1451,479,1589)
story2-col2: ಬಿಜೆಪಿ ತೀವ್ರ ಆಕ್ಷೇಪ : ಪ್ರಧಾನಿ ನರೇಂದ್ರ ಮೋದಿ ಹೆಸರು ಪ್ರಸ್ತಾಪಿಸಿದ್ದು ಸದನದಲ್ಲಿ ಗದ್ದಲ ಕೋಲಾಹಲಕ್ಕೆ ಕಾರಣ ಆಯ್ತು. ರಂಗನಾಥ್ ಮೇಲೆ ಮುಗಿಬಿದ್ದ ವಿಪಕ್ಷ ಬಿಜೆಪಿ ಶಾಸಕರು, ಕೇಂದ್ರ ಸರ್ಕಾರದ ವಿರುದ್ಧ ಆರೋಪ ಮಾಡಿದ್ದಕ್ಕೆ ಆಕ್ರೋಶ ವ್ಯಕ್ತಪಡಿಸಿದರು. ಈ ಸಮಸ್ಯೆಯನ್ನು ಇಡೀ ವಿಶ್ವವೇ ಎದುರಿಸುತ್ತಿದೆ. ಮೋದಿ ಕಂಡರೆ ಏಷ್ಟು ಭಯ ಇದೆ ನಿಮಗೆ ಎಂದು ಬಿಜೆಪಿ ಸದಸ್ಯರು ಆಕ್ರೋಶ ವ್ಯಕ್ತಪಡಿಸಿದರು. ಮಾತನಾಡೋ ಮುನ್ನ ವಿಚಾರ ತಿಳಿದು ಮಾತನಾಡಿ ಎಂದು ಕುಣಿಗಲ್ ರಂಗನಾಥ್ ಮೇಲೆ ಮುಗಿಬಿದ್ದರು. ಪರಿಣಾಮ ಸದನದಲ್ಲಿ ತೀವ್ರ ಗದ್ದಲ ಉಂಟಾಯಿತು. ಮಧ್ಯ ಪ್ರವೇಶ ಮಾಡಿದ ಪ್ರಿಯಾಂಕ್ : ಚರ್ಚೆಯ ಸಂದರ್ಭದಲ್ಲಿ ಬಿಜೆಪಿ ಸದಸ್ಯರ ವಿರುದ್ಧ ವಾಗ್ದಾಳಿ ನಡೆಸಿದ ಪ್ರಿಯಾಂಕ್ ಖರ್ಗೆ, ದೇಶದಲ್ಲಿ ಅಡುಗೆ ಅನಿಲದ ಕೊರತೆ ಇಲ್ಲ ಎಂದು ಕೇಂದ್ರ ಸರ್ಕಾರ ಯಾಕೆ ಎಸ್ಮಾ ಜಾರಿ ಮಾಡಿದೆ? ಎಂದು ಬಿಜೆಪಿ ನಾಯಕರನ್ನು ಪ್ರಶ್ನಿಸಿದರು. ಬಿಜೆಪಿ ಶಾಸಕರು ಮುಗಿಬಿದ್ದರು ಸಹ "ತಿನ್ನ ಕೆಂಪು ಜಯಂತಿ ಎಲ್ಲಿ ಬಿಟ್ಟರೂ ನಿಮಗೆ ಹೆಸರು ಬೇಡ" ಎಂದು ತಿರುಗೇಟು ನೀಡಿದರು. "ತಿನ್ನ ಕಂಪನಿ ಜೊತೆ ಸಭೆ ಮಾಡಿ ಅಂದ್ರು, ನಾನು ಬೆಳಗ್ಗೆ ಅಧಿಕಾರಿಗಳ ಸಭೆ ಮಾಡಿದ್ದೇನೆ. ಇವತ್ತಿನವರೆಗೆ xyxy=(331,777,611,1120)
story2-col1: ಶೂನ್ಯ ವೇಳೆಯಲ್ಲಿ ಎಲ್ ಪಿ ಜಿ ಸಿಲಿಂಡರ್ ಸಮಸ್ಯೆ ಸಂಬಂಧಿಸಿದಂತೆ ಕಾಂಗ್ರೆಸ್ ಶಾಸಕ ಕುಣಿಗಲ್ ರಂಗನಾಥ್ ಪ್ರಸ್ತಾಪ ಮಾಡಿದರು. ಆಹಾರ ಸಚಿವರಿಲ್ಲದ ಕಾರಣ ಬುಧವಾರ ಉತ್ತರ ಕೊಡಿಸ್ತೀನಿ ಎಂದು ಸ್ಪೀಕರ್ ಯುಟಿ ಖಾದರ್ ಹೇಳಿದರು. ಕೇಂದ್ರ ಹೊಸ ಬಳಕೆ ಆದೇಶ ಸಚಿವ ಕೆ ಎಚ್ ಮುನಿಯಪ್ಪ ಸದನಕ್ಕೆ ಆಗಮಿಸಿದರು. ಸದನದಲ್ಲಿ ಈ ವಿಚಾರವಾಗಿ ಮಾತನಾಡಿದ ಅವರು, "ಈಗ ತಾನೇ ಅಧಿಕಾರಿಗಳ ಜೊತೆ ಸಭೆ ಮಾಡಿದ್ದೇನೆ. ಗೃಹ ಬಳಕೆ ಗ್ಯಾಸ್ ಸಿಲಿಂಡರ್ ಸಮಸ್ಯೆ ಇಲ್ಲ. 28 ದಿನಕ್ಕೊಮ್ಮೆ ಮಾತ್ರ ಸಿಲಿಂಡರ್ ಬುಕ್ ಮಾಡಬಹುದು. ಆದ್ರೆ ವಾಣಿಜ್ಯ ಬಳಕೆ ಸಿಲಿಂಡರ್ ಸಮಸ್ಯೆ ಇದೆ ಎಂದು ಸದನಕ್ಕೆ ವಿವರಿಸಿದರು. ಈ ವೇಳೆ ಎಚ್ ಡಿ ರಂಗನಾಥ್ ಉಪಪ್ರಶ್ನೆ ಕೇಳಿ, "900.ರೂ ಇದ್ದ ಗ್ಯಾಸ್ ಸಿಲಿಂಡರ್ ಬೆಲೆ 1,800.ರೂ ಆಗಿದೆ. ಇದು ಮೋದಿ ಸರ್ಕಾರ ದುರ್ಬಲ ವಿದೇಶಾಂಗ ನೀತಿ ಇದಕ್ಕೆ ಕಾರಣ" ಎಂದು ಆರೋಪಿಸಿದರು. xyxy=(47,841,313,1122)
story1-top-rule xyxy=(33,199,1479,200)
story2-col3: ಸಪ್ಲೈ ಸಮಸ್ಯೆ ಇಲ್ಲ. 20 ರಿಂದ ಈ 30 ರಷ್ಟು ಸಪ್ಲೈ ಸ್ವಂತ ಕಡಿಮೆ ಆಗಿದೆ. 70% ರಷ್ಟು ವಿತರಣೆಯಿಂದ ಬರುತ್ತಿರುವ ಸಮಸ್ಯೆ ಇದೆ. ತೈಲ ಕುಂದುವ ಹಡಗು ಬಿಡ್ತಿಲ್ಲ, ನಮ್ಮ ಗಂಭೀರವಾದ ಪರಿಸ್ಥಿತಿ ಇದೆ. ಬಿಜೆಪಿ ನಾವು ಆಡಳಿತ ಪಡಿಸುತ್ತಿಲ್ಲ. ಅವರು ವಿಶ್ವಾಸದಲ್ಲಿ ಜೊತೆ ಬನ್ನಿ ಎಂದು ಸಚಿವರು ಹೇಳಿದರು. ಬಿಜೆಪಿ ಸದಸ್ಯರ ವಾದ ಏನು : ಕೇಂದ್ರ ಸರ್ಕಾರ ಅಂದ ತಕ್ಷಣ ಸುಮ್ಮನೆ ಎಲ್ಲದಕ್ಕೂ ಎದ್ದು ಮಾತನಾಡುತ್ತಾರೆ. ಇದು ಪ್ರಪಂಚದಲ್ಲೇ ಬಂದಿರೋ ಸಮಸ್ಯೆ ಎಂದು ಬಿಜೆಪಿ ಸದಸ್ಯ ಅರಗ ಜ್ಞಾನೇಂದ್ರ ಸಮರ್ಥಿಸಿಕೊಂಡರು. ಸುನೀಲ್ ಕುಮಾರ್ ಮಧ್ಯ ಪ್ರವೇಶ ಮಾಡಿ, "ಯುದ್ಧ ಸಮಯದಲ್ಲಿ ಗ್ಯಾಸ್ ಸಮಸ್ಯೆ ಆಗಿದೆ ಎಂಬುದನ್ನು ನಾವು ಒಪ್ಪಿಕೊಳ್ಳುತ್ತೇವೆ. ಆದರೆ ಇದನ್ನು ಬಗ್ಗೆ ನಿಮಗೂ ಅಂತಹ ಆತಂಕವಿದೆ. ಕೇವಲ ಶಾಸಕರು ಅದನ್ನು ಕೇಂದ್ರದ ಮೇಲೆ ತಳ್ಳುವುದು ಸರಿಯಲ್ಲ ಎಂದು ಬಿಜೆಪಿ ಶಾಸಕರು ಪ್ರತಿಪಾದಿಸಿದರು. ಇದರ ಬಗ್ಗೆ ಮಾತನಾಡಲು ಯೋಗ್ಯ ಅಲ್ಲ" ಎಂದರು. ಸಿಎಂ ಮಾತಿನ ಏಟು : ಅಡುಗೆ ಅನಿಲ ಕೊರತೆ ಸಮಸ್ಯೆ ಬಗ್ಗೆ ವಿಧಾನಸಭೆಯಲ್ಲಿ ಸಿಎಂ ಸಿದ್ದರಾಮಯ್ಯ ಮಾತನಾಡಿ, "ವಾಣಿಜ್ಯ ಬಳಕೆಯ ಅಡುಗೆ ಅನಿಲ ಪೂರೈಕೆಯಲ್ಲಿ ವ್ಯತ್ಯಯ ಆಗಿರುವುದನ್ನು ಕುರಿತು ಪ್ರಸ್ತಾಪಿಸಿ ಮಾತನಾಡಿದ ಅವರು, ಹೋಟೆಲ್ ಮಾಲೀಕರು ಬೀದಿಗೆ ಬಂದಿದ್ದಾರೆ ಎಂದು ಮಧ್ಯಪ್ರವೇಶಿಸಿ ಪ್ರಶ್ನೆ ಮಾಡಿದ್ದರು. ಆಗ ಅದು ಸರಿ ಇದೆ ಆಂತ ಹೇಳಿದೆ. ಆದರೆ ನಾನೇ ಪ್ರತಿಪಾದನೆ ಮಾಡಿ ಎಂದು ಹೇಳಿಲ್ಲ. ಆದರೆ ಹೋಟೆಲ್ ಮಾಲೀಕರ ಬೇಡಿಕೆ ಸರಿ ಇದೆ ಅಂತಾ ಹಿಂದೆಯೂ ಹೇಳಿದ್ದೇನೆ. ಈಗಲೂ ಹೇಳಿದ್ದೀನಿ ನಾನು ಮುಂದಕ್ಕೂ ಹೇಳುತ್ತೇನೆ" ಎಂದರು. xyxy=(625,620,906,1065)
registration-dots-right xyxy=(1418,2372,1468,2389)
column-divider xyxy=(1200,212,1201,554)
